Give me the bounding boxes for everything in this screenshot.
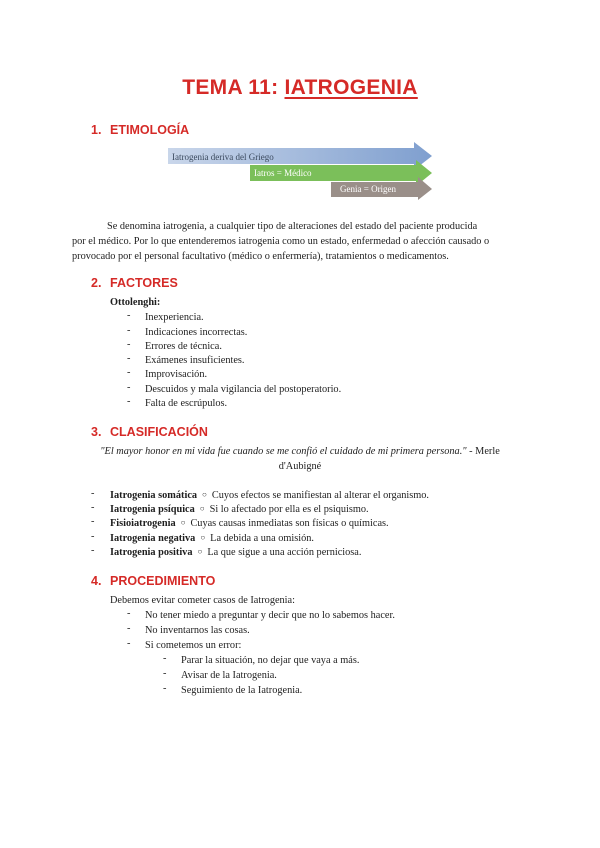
circle-bullet-icon: ○: [180, 518, 186, 527]
section-number: 3.: [91, 425, 102, 439]
factor-item: Exámenes insuficientes.: [145, 355, 245, 366]
factores-author: Ottolenghi:: [110, 297, 161, 308]
section-title: CLASIFICACIÓN: [110, 425, 208, 439]
clasificacion-term: Iatrogenia somática: [110, 490, 198, 501]
bullet-dash: -: [163, 653, 167, 664]
bullet-dash: -: [91, 488, 95, 499]
procedimiento-item: No tener miedo a preguntar y decir que no lo sabemos hacer.: [145, 610, 395, 621]
clasificacion-term: Fisioiatrogenia: [110, 518, 176, 529]
etymology-diagram: [168, 142, 434, 200]
procedimiento-subitem: Avisar de la Iatrogenia.: [181, 670, 277, 681]
circle-bullet-icon: ○: [200, 533, 206, 542]
clasificacion-term: Iatrogenia negativa: [110, 533, 196, 544]
bullet-dash: -: [127, 353, 131, 364]
procedimiento-item: No inventarnos las cosas.: [145, 625, 250, 636]
clasificacion-desc: Cuyos efectos se manifiestan al alterar el organismo.: [211, 490, 430, 501]
clasificacion-item: [110, 531, 314, 546]
bullet-dash: -: [91, 531, 95, 542]
procedimiento-item: Si cometemos un error:: [145, 640, 242, 651]
procedimiento-intro: Debemos evitar cometer casos de Iatrogenia:: [110, 595, 295, 606]
section-heading-factores: [91, 276, 178, 290]
clasificacion-desc: Cuyas causas inmediatas son físicas o químicas.: [190, 518, 389, 529]
diagram-label-griego: Iatrogenia deriva del Griego: [172, 152, 274, 162]
diagram-label-genia: Genia = Origen: [340, 184, 397, 194]
section-number: 1.: [91, 123, 102, 137]
factor-item: Improvisación.: [145, 369, 208, 380]
bullet-dash: -: [127, 623, 131, 634]
clasificacion-item: [110, 488, 429, 503]
bullet-dash: -: [127, 310, 131, 321]
factor-item: Descuidos y mala vigilancia del postoperatorio.: [145, 384, 342, 395]
bullet-dash: -: [127, 367, 131, 378]
clasificacion-term: Iatrogenia positiva: [110, 547, 193, 558]
section-number: 4.: [91, 574, 102, 588]
bullet-dash: -: [127, 325, 131, 336]
circle-bullet-icon: ○: [199, 504, 205, 513]
circle-bullet-icon: ○: [202, 490, 207, 499]
section-number: 2.: [91, 276, 102, 290]
clasificacion-item: [110, 502, 369, 517]
clasificacion-item: [110, 545, 361, 560]
quote-author-part1: - Merle: [466, 446, 500, 457]
section-title: PROCEDIMIENTO: [110, 574, 216, 588]
definition-line-2: por el médico. Por lo que entenderemos iatrogenia como un estado, enfermedad o afección causado o: [72, 236, 490, 247]
diagram-label-iatros: Iatros = Médico: [254, 168, 312, 178]
bullet-dash: -: [163, 683, 167, 694]
clasificacion-desc: La que sigue a una acción perniciosa.: [207, 547, 362, 558]
factor-item: Inexperiencia.: [145, 312, 204, 323]
section-heading-clasificacion: [91, 425, 208, 439]
bullet-dash: -: [91, 502, 95, 513]
procedimiento-subitem: Seguimiento de la Iatrogenia.: [181, 685, 303, 696]
quote-block: [72, 444, 528, 474]
clasificacion-desc: La debida a una omisión.: [210, 533, 314, 544]
clasificacion-desc: Si lo afectado por ella es el psiquismo.: [209, 504, 369, 515]
clasificacion-term: Iatrogenia psíquica: [110, 504, 195, 515]
title-prefix: TEMA 11:: [182, 76, 285, 99]
circle-bullet-icon: ○: [197, 547, 203, 556]
bullet-dash: -: [91, 545, 95, 556]
definition-line-3: provocado por el personal facultativo (médico o enfermería), tratamientos o medicamentos.: [72, 251, 449, 262]
section-heading-etimologia: [91, 123, 189, 137]
factor-item: Indicaciones incorrectas.: [145, 327, 248, 338]
definition-line-1: Se denomina iatrogenia, a cualquier tipo de alteraciones del estado del paciente producida: [107, 221, 478, 232]
quote-text: "El mayor honor en mi vida fue cuando se me confió el cuidado de mi primera persona.": [100, 446, 467, 457]
section-title: FACTORES: [110, 276, 178, 290]
bullet-dash: -: [163, 668, 167, 679]
section-heading-procedimiento: [91, 574, 215, 588]
page-title: [0, 76, 600, 100]
bullet-dash: -: [127, 396, 131, 407]
factor-item: Falta de escrúpulos.: [145, 398, 228, 409]
bullet-dash: -: [127, 339, 131, 350]
quote-author-part2: d'Aubigné: [278, 461, 322, 472]
clasificacion-item: [110, 516, 389, 531]
bullet-dash: -: [91, 516, 95, 527]
factor-item: Errores de técnica.: [145, 341, 222, 352]
bullet-dash: -: [127, 382, 131, 393]
bullet-dash: -: [127, 638, 131, 649]
bullet-dash: -: [127, 608, 131, 619]
definition-paragraph: [72, 219, 532, 264]
section-title: ETIMOLOGÍA: [110, 123, 190, 137]
title-main: IATROGENIA: [284, 76, 418, 99]
procedimiento-subitem: Parar la situación, no dejar que vaya a más.: [181, 655, 360, 666]
